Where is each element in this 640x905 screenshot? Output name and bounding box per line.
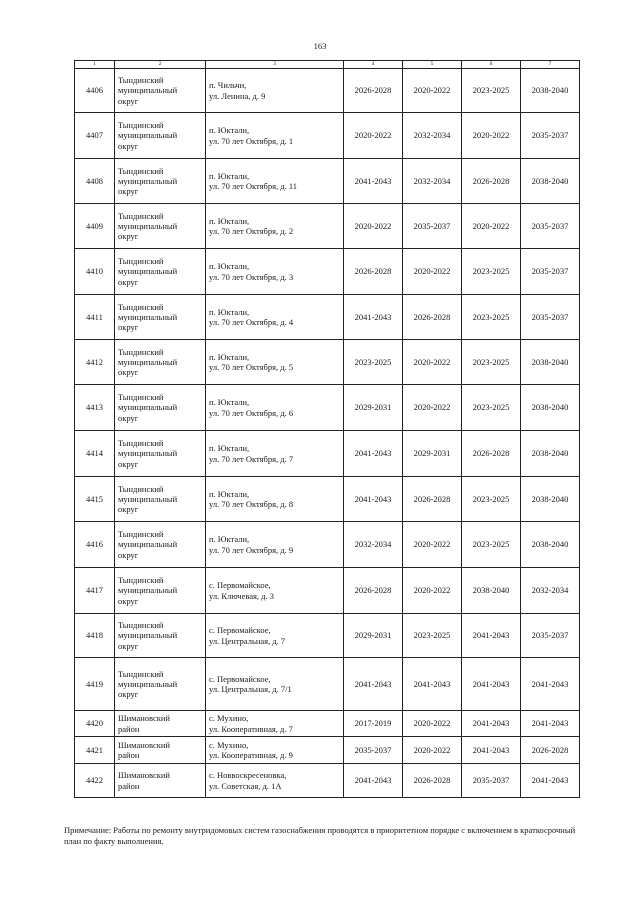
period-col5-cell: 2020-2022 bbox=[403, 249, 462, 295]
period-col5-cell: 2032-2034 bbox=[403, 113, 462, 159]
table-row bbox=[75, 113, 580, 159]
record-number-cell: 4409 bbox=[75, 204, 115, 249]
period-col7-cell: 2038-2040 bbox=[521, 522, 580, 568]
period-col7-cell: 2038-2040 bbox=[521, 477, 580, 522]
record-number-cell: 4407 bbox=[75, 113, 115, 159]
period-col4-cell: 2041-2043 bbox=[344, 295, 403, 340]
address-cell: с. Первомайское, ул. Ключевая, д. 3 bbox=[206, 568, 344, 614]
period-col4-cell: 2029-2031 bbox=[344, 614, 403, 658]
table-row bbox=[75, 477, 580, 522]
table-row bbox=[75, 431, 580, 477]
period-col4-cell: 2041-2043 bbox=[344, 477, 403, 522]
municipality-cell: Тындинский муниципальный округ bbox=[115, 431, 206, 477]
period-col5-cell: 2020-2022 bbox=[403, 69, 462, 113]
period-col7-cell: 2041-2043 bbox=[521, 658, 580, 711]
municipality-cell: Тындинский муниципальный округ bbox=[115, 340, 206, 385]
period-col4-cell: 2026-2028 bbox=[344, 249, 403, 295]
address-cell: п. Юктали, ул. 70 лет Октября, д. 11 bbox=[206, 159, 344, 204]
period-col6-cell: 2023-2025 bbox=[462, 340, 521, 385]
column-number-5: 5 bbox=[403, 61, 462, 69]
address-cell: п. Чильчи, ул. Ленина, д. 9 bbox=[206, 69, 344, 113]
period-col6-cell: 2041-2043 bbox=[462, 711, 521, 737]
record-number-cell: 4418 bbox=[75, 614, 115, 658]
period-col4-cell: 2041-2043 bbox=[344, 159, 403, 204]
period-col6-cell: 2041-2043 bbox=[462, 737, 521, 764]
address-cell: п. Юктали, ул. 70 лет Октября, д. 6 bbox=[206, 385, 344, 431]
period-col4-cell: 2017-2019 bbox=[344, 711, 403, 737]
table-row bbox=[75, 764, 580, 798]
period-col5-cell: 2029-2031 bbox=[403, 431, 462, 477]
address-cell: п. Юктали, ул. 70 лет Октября, д. 2 bbox=[206, 204, 344, 249]
municipality-cell: Тындинский муниципальный округ bbox=[115, 658, 206, 711]
address-cell: п. Юктали, ул. 70 лет Октября, д. 3 bbox=[206, 249, 344, 295]
record-number-cell: 4417 bbox=[75, 568, 115, 614]
period-col7-cell: 2035-2037 bbox=[521, 614, 580, 658]
municipality-cell: Тындинский муниципальный округ bbox=[115, 249, 206, 295]
period-col6-cell: 2026-2028 bbox=[462, 159, 521, 204]
period-col6-cell: 2026-2028 bbox=[462, 431, 521, 477]
period-col5-cell: 2023-2025 bbox=[403, 614, 462, 658]
address-cell: п. Юктали, ул. 70 лет Октября, д. 4 bbox=[206, 295, 344, 340]
address-cell: с. Новвоскресеновка, ул. Советская, д. 1А bbox=[206, 764, 344, 798]
record-number-cell: 4413 bbox=[75, 385, 115, 431]
record-number-cell: 4415 bbox=[75, 477, 115, 522]
repair-schedule-table bbox=[74, 60, 580, 798]
table-row bbox=[75, 340, 580, 385]
period-col6-cell: 2020-2022 bbox=[462, 204, 521, 249]
municipality-cell: Тындинский муниципальный округ bbox=[115, 385, 206, 431]
column-number-2: 2 bbox=[115, 61, 206, 69]
period-col6-cell: 2035-2037 bbox=[462, 764, 521, 798]
period-col7-cell: 2035-2037 bbox=[521, 204, 580, 249]
address-cell: п. Юктали, ул. 70 лет Октября, д. 5 bbox=[206, 340, 344, 385]
period-col4-cell: 2020-2022 bbox=[344, 204, 403, 249]
period-col6-cell: 2023-2025 bbox=[462, 385, 521, 431]
record-number-cell: 4422 bbox=[75, 764, 115, 798]
period-col7-cell: 2041-2043 bbox=[521, 764, 580, 798]
period-col6-cell: 2020-2022 bbox=[462, 113, 521, 159]
record-number-cell: 4421 bbox=[75, 737, 115, 764]
period-col4-cell: 2020-2022 bbox=[344, 113, 403, 159]
period-col7-cell: 2041-2043 bbox=[521, 711, 580, 737]
period-col7-cell: 2032-2034 bbox=[521, 568, 580, 614]
period-col7-cell: 2038-2040 bbox=[521, 159, 580, 204]
period-col5-cell: 2041-2043 bbox=[403, 658, 462, 711]
table-row bbox=[75, 522, 580, 568]
period-col4-cell: 2032-2034 bbox=[344, 522, 403, 568]
period-col6-cell: 2023-2025 bbox=[462, 69, 521, 113]
record-number-cell: 4406 bbox=[75, 69, 115, 113]
municipality-cell: Тындинский муниципальный округ bbox=[115, 204, 206, 249]
municipality-cell: Тындинский муниципальный округ bbox=[115, 522, 206, 568]
record-number-cell: 4411 bbox=[75, 295, 115, 340]
table-row bbox=[75, 295, 580, 340]
period-col7-cell: 2038-2040 bbox=[521, 431, 580, 477]
table-row bbox=[75, 385, 580, 431]
period-col5-cell: 2020-2022 bbox=[403, 340, 462, 385]
municipality-cell: Тындинский муниципальный округ bbox=[115, 477, 206, 522]
period-col7-cell: 2035-2037 bbox=[521, 249, 580, 295]
column-number-header-row bbox=[75, 61, 580, 69]
period-col4-cell: 2023-2025 bbox=[344, 340, 403, 385]
period-col5-cell: 2026-2028 bbox=[403, 295, 462, 340]
record-number-cell: 4419 bbox=[75, 658, 115, 711]
record-number-cell: 4410 bbox=[75, 249, 115, 295]
period-col5-cell: 2026-2028 bbox=[403, 477, 462, 522]
period-col6-cell: 2023-2025 bbox=[462, 477, 521, 522]
table-row bbox=[75, 69, 580, 113]
table-row bbox=[75, 568, 580, 614]
column-number-1: 1 bbox=[75, 61, 115, 69]
period-col7-cell: 2035-2037 bbox=[521, 295, 580, 340]
period-col6-cell: 2041-2043 bbox=[462, 658, 521, 711]
period-col7-cell: 2035-2037 bbox=[521, 113, 580, 159]
period-col5-cell: 2020-2022 bbox=[403, 737, 462, 764]
period-col4-cell: 2041-2043 bbox=[344, 431, 403, 477]
period-col4-cell: 2035-2037 bbox=[344, 737, 403, 764]
period-col6-cell: 2023-2025 bbox=[462, 249, 521, 295]
period-col6-cell: 2038-2040 bbox=[462, 568, 521, 614]
period-col4-cell: 2041-2043 bbox=[344, 658, 403, 711]
period-col6-cell: 2023-2025 bbox=[462, 522, 521, 568]
period-col5-cell: 2032-2034 bbox=[403, 159, 462, 204]
municipality-cell: Тындинский муниципальный округ bbox=[115, 614, 206, 658]
table-row bbox=[75, 159, 580, 204]
column-number-7: 7 bbox=[521, 61, 580, 69]
municipality-cell: Тындинский муниципальный округ bbox=[115, 69, 206, 113]
page-number: 163 bbox=[313, 41, 327, 51]
period-col4-cell: 2026-2028 bbox=[344, 69, 403, 113]
address-cell: п. Юктали, ул. 70 лет Октября, д. 8 bbox=[206, 477, 344, 522]
period-col4-cell: 2029-2031 bbox=[344, 385, 403, 431]
address-cell: п. Юктали, ул. 70 лет Октября, д. 9 bbox=[206, 522, 344, 568]
record-number-cell: 4420 bbox=[75, 711, 115, 737]
record-number-cell: 4416 bbox=[75, 522, 115, 568]
period-col5-cell: 2020-2022 bbox=[403, 385, 462, 431]
table-row bbox=[75, 249, 580, 295]
period-col7-cell: 2038-2040 bbox=[521, 69, 580, 113]
period-col6-cell: 2023-2025 bbox=[462, 295, 521, 340]
period-col5-cell: 2020-2022 bbox=[403, 522, 462, 568]
municipality-cell: Тындинский муниципальный округ bbox=[115, 568, 206, 614]
table-row bbox=[75, 737, 580, 764]
period-col5-cell: 2035-2037 bbox=[403, 204, 462, 249]
table-row bbox=[75, 614, 580, 658]
column-number-6: 6 bbox=[462, 61, 521, 69]
municipality-cell: Тындинский муниципальный округ bbox=[115, 113, 206, 159]
period-col4-cell: 2026-2028 bbox=[344, 568, 403, 614]
municipality-cell: Шимановский район bbox=[115, 737, 206, 764]
address-cell: п. Юктали, ул. 70 лет Октября, д. 1 bbox=[206, 113, 344, 159]
period-col6-cell: 2041-2043 bbox=[462, 614, 521, 658]
address-cell: с. Мухино, ул. Кооперативная, д. 7 bbox=[206, 711, 344, 737]
municipality-cell: Тындинский муниципальный округ bbox=[115, 159, 206, 204]
period-col4-cell: 2041-2043 bbox=[344, 764, 403, 798]
period-col5-cell: 2026-2028 bbox=[403, 764, 462, 798]
footnote: Примечание: Работы по ремонту внутридомовых систем газоснабжения проводятся в приоритетном порядке с включением в краткосрочный план по факту выполнения. bbox=[64, 825, 576, 847]
municipality-cell: Шимановский район bbox=[115, 711, 206, 737]
address-cell: п. Юктали, ул. 70 лет Октября, д. 7 bbox=[206, 431, 344, 477]
column-number-4: 4 bbox=[344, 61, 403, 69]
address-cell: с. Первомайское, ул. Центральная, д. 7 bbox=[206, 614, 344, 658]
address-cell: с. Первомайское, ул. Центральная, д. 7/1 bbox=[206, 658, 344, 711]
period-col7-cell: 2038-2040 bbox=[521, 340, 580, 385]
municipality-cell: Шимановский район bbox=[115, 764, 206, 798]
table-row bbox=[75, 204, 580, 249]
period-col7-cell: 2026-2028 bbox=[521, 737, 580, 764]
record-number-cell: 4412 bbox=[75, 340, 115, 385]
address-cell: с. Мухино, ул. Кооперативная, д. 9 bbox=[206, 737, 344, 764]
municipality-cell: Тындинский муниципальный округ bbox=[115, 295, 206, 340]
table-row bbox=[75, 658, 580, 711]
period-col5-cell: 2020-2022 bbox=[403, 711, 462, 737]
record-number-cell: 4408 bbox=[75, 159, 115, 204]
period-col7-cell: 2038-2040 bbox=[521, 385, 580, 431]
column-number-3: 3 bbox=[206, 61, 344, 69]
table-row bbox=[75, 711, 580, 737]
record-number-cell: 4414 bbox=[75, 431, 115, 477]
period-col5-cell: 2020-2022 bbox=[403, 568, 462, 614]
